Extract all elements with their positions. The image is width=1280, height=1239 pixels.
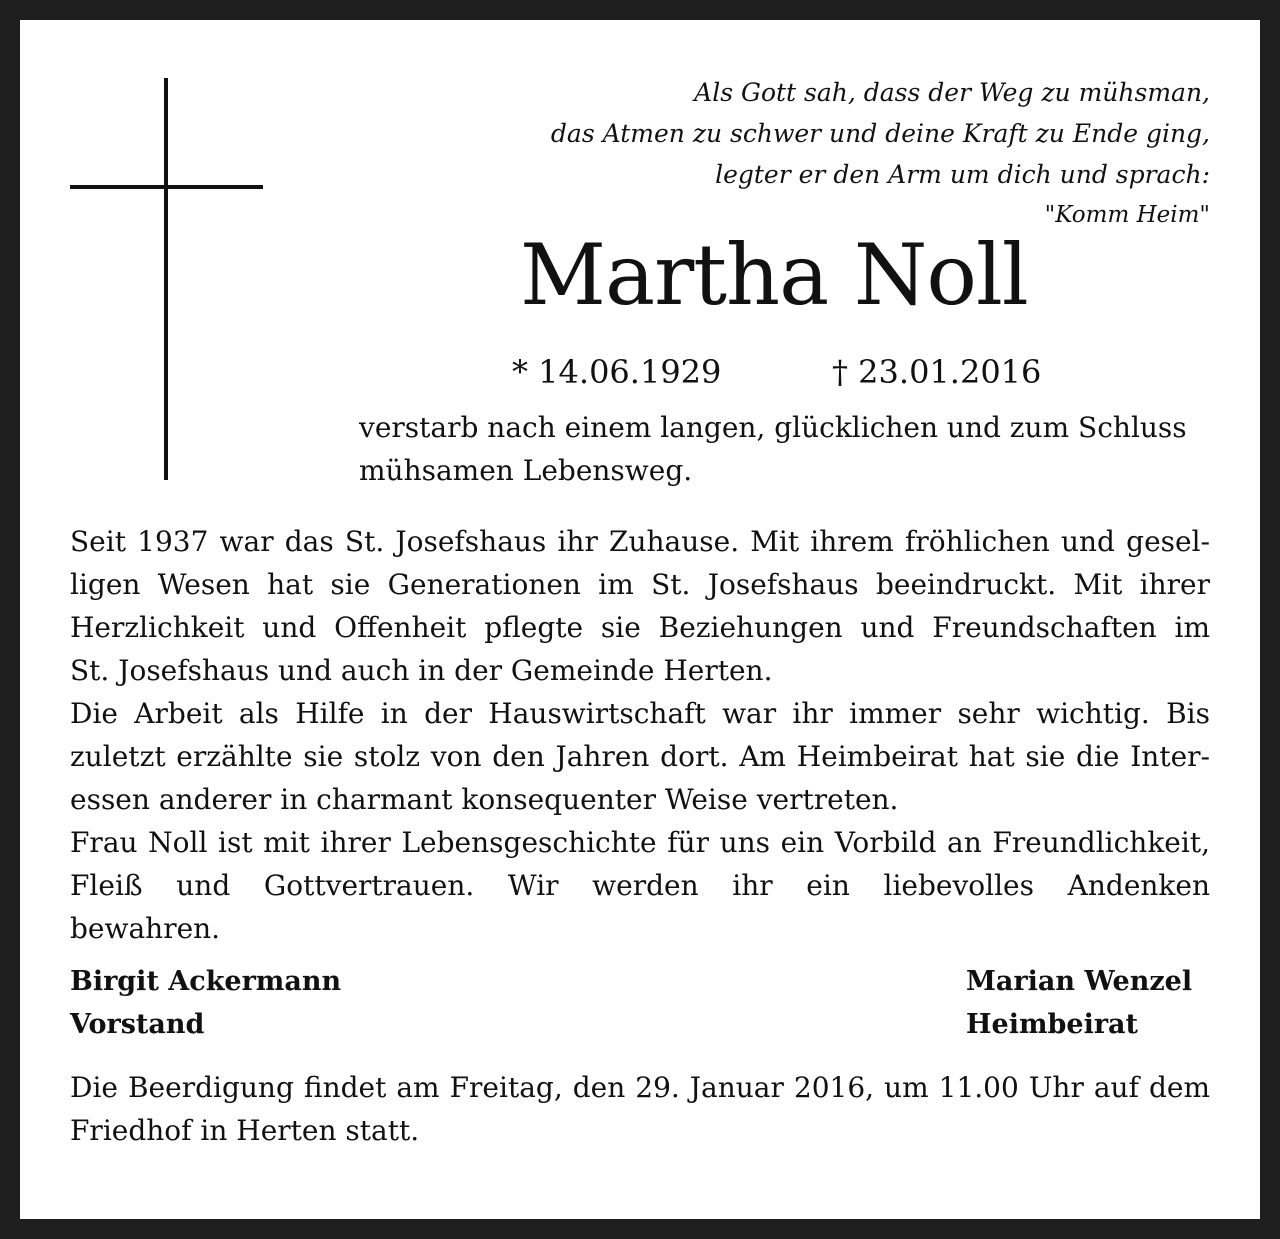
body-line: Herzlichkeit und Offenheit pflegte sie Beziehungen und Freundschaften im [70,611,1210,644]
body-line: Fleiß und Gottvertrauen. Wir werden ihr ein liebevolles Andenken [70,869,1210,902]
body-line: bewahren. [70,912,221,945]
signature-name: Marian Wenzel [966,966,1193,997]
intro-line: verstarb nach einem langen, glücklichen und zum Schluss [359,411,1187,444]
body-line: St. Josefshaus und auch in der Gemeinde Herten. [70,654,773,687]
signature-role: Heimbeirat [966,1009,1139,1040]
body-line: Seit 1937 war das St. Josefshaus ihr Zuhause. Mit ihrem fröhlichen und gesel- [70,525,1210,558]
obituary-notice [20,20,1260,1219]
poem [450,72,1210,236]
body-text [70,520,1210,950]
deceased-name: Martha Noll [520,226,1028,324]
intro-text [359,406,1219,492]
cross-horizontal-bar [70,185,263,189]
funeral-info [70,1066,1210,1152]
signature-name: Birgit Ackermann [70,966,342,997]
intro-line: mühsamen Lebensweg. [359,454,693,487]
poem-line: das Atmen zu schwer und deine Kraft zu Ende ging, [550,119,1210,148]
birth-date: * 14.06.1929 [512,353,722,391]
death-date: † 23.01.2016 [832,353,1042,391]
funeral-line: Die Beerdigung findet am Freitag, den 29. Januar 2016, um 11.00 Uhr auf dem [70,1071,1210,1104]
cross-vertical-bar [164,78,168,480]
poem-line: "Komm Heim" [1044,202,1210,228]
poem-line: legter er den Arm um dich und sprach: [715,160,1210,189]
body-line: zuletzt erzählte sie stolz von den Jahren dort. Am Heimbeirat hat sie die Inter- [70,740,1210,773]
signature-left [70,960,341,1046]
body-line: Frau Noll ist mit ihrer Lebensgeschichte für uns ein Vorbild an Freundlichkeit, [70,826,1210,859]
body-line: Die Arbeit als Hilfe in der Hauswirtschaft war ihr immer sehr wichtig. Bis [70,697,1210,730]
body-line: ligen Wesen hat sie Generationen im St. Josefshaus beeindruckt. Mit ihrer [70,568,1210,601]
signature-role: Vorstand [70,1009,205,1040]
body-line: essen anderer in charmant konsequenter Weise vertreten. [70,783,899,816]
funeral-line: Friedhof in Herten statt. [70,1114,420,1147]
signature-right [966,960,1192,1046]
poem-line: Als Gott sah, dass der Weg zu mühsman, [694,78,1210,107]
